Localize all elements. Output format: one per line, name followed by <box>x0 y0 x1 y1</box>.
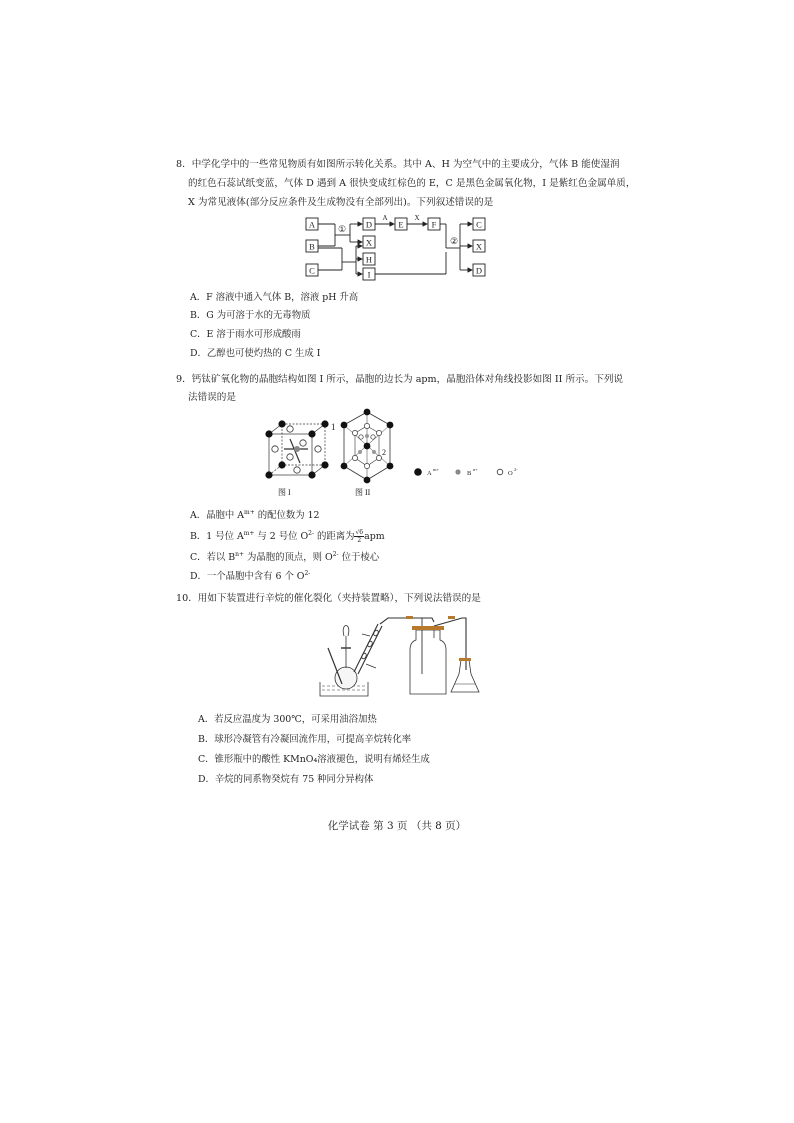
label-d: D <box>365 219 373 230</box>
q10-option-c: C．锥形瓶中的酸性 KMnO₄溶液褪色，说明有烯烃生成 <box>198 754 430 765</box>
label-f: F <box>431 219 437 230</box>
q8-option-b: B．G 为可溶于水的无毒物质 <box>190 310 311 321</box>
reaction-flask <box>335 667 357 689</box>
distance-fraction: $\frac{√6}{2}$ <box>355 529 364 545</box>
legend-o-charge: 2- <box>514 467 518 472</box>
q8-option-c: C．E 溶于雨水可形成酸雨 <box>190 329 301 340</box>
label-i: I <box>367 269 371 280</box>
q10-option-b: B．球形冷凝管有冷凝回流作用，可提高辛烷转化率 <box>198 734 412 745</box>
projection-mark-2: 2 <box>382 448 386 457</box>
arrow-label-a: A <box>382 214 388 222</box>
label-x: X <box>365 237 373 248</box>
mark-2: ② <box>449 236 459 246</box>
q10-option-a: A．若反应温度为 300℃，可采用油浴加热 <box>198 714 377 725</box>
q10-stem: 10．用如下装置进行辛烷的催化裂化（夹持装置略），下列说法错误的是 <box>176 593 481 604</box>
q9-stem-line-2: 法错误的是 <box>188 392 236 403</box>
q8-conversion-diagram <box>300 212 500 282</box>
legend-a-charge: m+ <box>433 467 440 472</box>
q9-stem-line-1: 9．钙钛矿氧化物的晶胞结构如图 I 所示，晶胞的边长为 apm，晶胞沿体对角线投影如图 II 所示。下列说 <box>176 374 624 385</box>
mark-1: ① <box>337 224 347 234</box>
legend-o: O <box>508 470 513 477</box>
dropping-funnel <box>343 626 349 637</box>
q8-stem-line-1: 8．中学化学中的一些常见物质有如图所示转化关系。其中 A、H 为空气中的主要成分，气体 B 能使湿润 <box>176 159 620 170</box>
figure-1-caption: 图 I <box>278 488 291 497</box>
q9-option-c: C．若以 $B^{n+}$ 为晶胞的顶点，则 $O^{2-}$ 位于棱心 <box>190 551 380 564</box>
label-h: H <box>365 254 373 265</box>
label-x-product: X <box>475 241 483 252</box>
q8-stem-line-2: 的红色石蕊试纸变蓝，气体 D 遇到 A 很快变成红棕色的 E，C 是黑色金属氧化物，I 是紫红色金属单质， <box>188 178 636 189</box>
q9-option-b: B．1 号位 $A^{m+}$ 与 2 号位 $O^{2-}$ 的距离为 $\frac{√6}{2}$ apm <box>190 529 385 545</box>
ion-legend <box>414 467 518 477</box>
q10-option-d: D．辛烷的同系物癸烷有 75 种同分异构体 <box>198 774 374 785</box>
q8-stem-line-3: X 为常见液体(部分反应条件及生成物没有全部列出)。下列叙述错误的是 <box>188 197 494 208</box>
gas-bottle <box>410 630 446 694</box>
label-b: B <box>309 241 315 252</box>
figure-1-b-ion <box>294 446 300 452</box>
legend-b: B <box>467 470 472 477</box>
conical-flask <box>451 660 479 692</box>
projection-mark-1: 1 <box>331 422 336 432</box>
q9-option-a: A．晶胞中 $A^{m+}$ 的配位数为 12 <box>190 509 320 522</box>
label-c: C <box>309 265 315 276</box>
q8-option-a: A．F 溶液中通入气体 B，溶液 pH 升高 <box>190 292 359 303</box>
q9-crystal-figures <box>262 406 542 498</box>
legend-a: A <box>427 470 432 477</box>
q8-option-d: D．乙醇也可使灼热的 C 生成 I <box>190 348 321 359</box>
page-footer: 化学试卷 第 3 页 （共 8 页） <box>327 820 467 832</box>
q10-apparatus <box>316 612 480 698</box>
label-e: E <box>398 219 404 230</box>
label-d-product: D <box>475 265 483 276</box>
label-c-product: C <box>476 219 482 230</box>
q9-option-d: D．一个晶胞中含有 6 个 $O^{2-}$ <box>190 570 311 583</box>
arrow-label-x: X <box>414 214 420 222</box>
figure-2-caption: 图 II <box>355 488 371 497</box>
label-a: A <box>308 219 316 230</box>
legend-b-charge: n+ <box>473 467 478 472</box>
